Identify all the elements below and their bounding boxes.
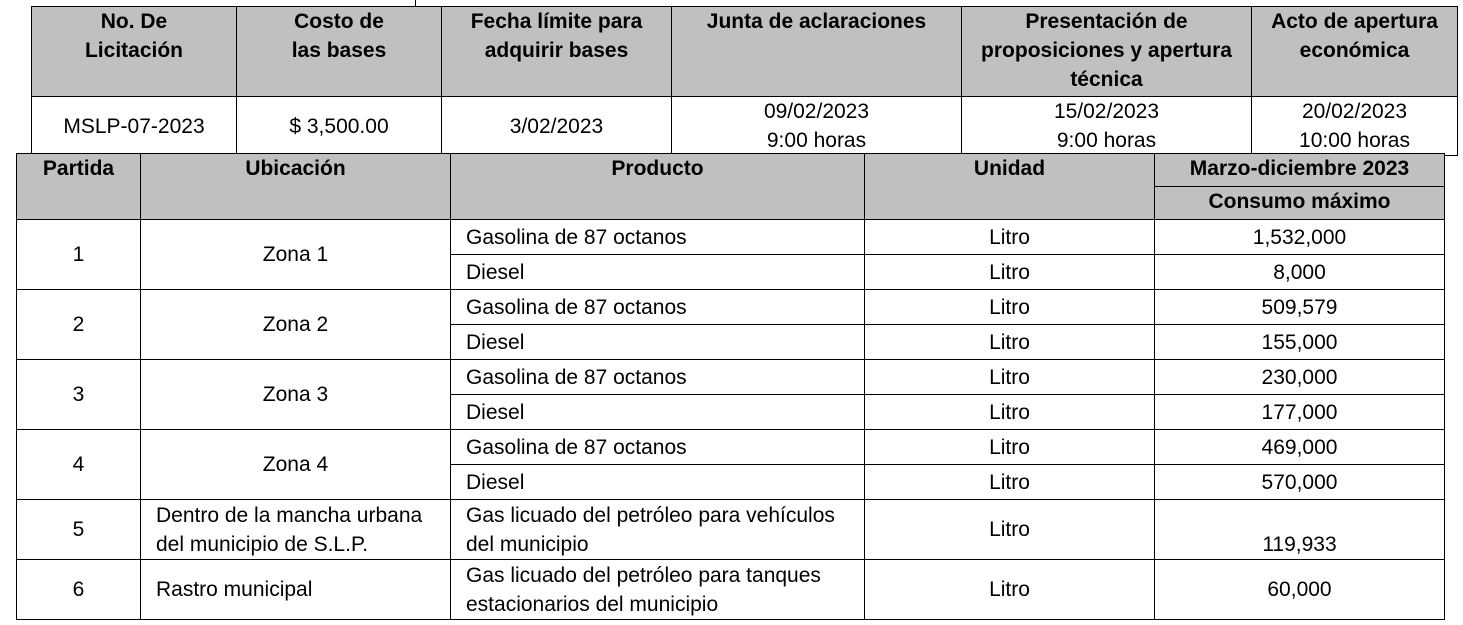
partida-ubicacion: Dentro de la mancha urbana del municipio de S.L.P. <box>141 500 451 560</box>
partida-number: 4 <box>17 430 141 500</box>
consumo-cell: 119,933 <box>1155 500 1445 560</box>
table-row <box>17 560 1445 620</box>
producto-cell: Gas licuado del petróleo para vehículos del municipio <box>451 500 865 560</box>
unidad-cell: Litro <box>865 395 1155 430</box>
table-row <box>17 290 1445 325</box>
unidad-cell: Litro <box>865 500 1155 560</box>
fecha-limite-value: 3/02/2023 <box>442 97 672 156</box>
unidad-cell: Litro <box>865 325 1155 360</box>
partida-ubicacion: Rastro municipal <box>141 560 451 620</box>
table-row <box>17 500 1445 560</box>
apertura-fecha: 20/02/2023 <box>1301 100 1408 123</box>
col-header-costo: Costo de las bases <box>237 7 442 97</box>
partida-number: 5 <box>17 500 141 560</box>
bid-schedule-header-row <box>32 7 1458 97</box>
producto-cell: Gasolina de 87 octanos <box>451 290 865 325</box>
col-header-licitacion: No. De Licitación <box>32 7 237 97</box>
partida-ubicacion: Zona 1 <box>141 220 451 290</box>
producto-cell: Diesel <box>451 325 865 360</box>
partida-ubicacion: Zona 3 <box>141 360 451 430</box>
bid-schedule-row <box>32 97 1458 156</box>
producto-cell: Diesel <box>451 255 865 290</box>
bid-schedule-table <box>31 6 1458 156</box>
col-header-producto: Producto <box>451 154 865 220</box>
consumo-cell: 155,000 <box>1155 325 1445 360</box>
producto-cell: Gasolina de 87 octanos <box>451 430 865 465</box>
producto-cell: Gas licuado del petróleo para tanques estacionarios del municipio <box>451 560 865 620</box>
unidad-cell: Litro <box>865 560 1155 620</box>
partida-number: 3 <box>17 360 141 430</box>
consumo-cell: 230,000 <box>1155 360 1445 395</box>
items-header-row <box>17 154 1445 187</box>
col-header-ubicacion: Ubicación <box>141 154 451 220</box>
apertura-value <box>1252 97 1458 156</box>
presentacion-fecha: 15/02/2023 <box>1053 100 1160 123</box>
partida-number: 6 <box>17 560 141 620</box>
unidad-cell: Litro <box>865 360 1155 395</box>
col-header-unidad: Unidad <box>865 154 1155 220</box>
producto-cell: Gasolina de 87 octanos <box>451 220 865 255</box>
items-body <box>17 220 1445 620</box>
partida-ubicacion: Zona 4 <box>141 430 451 500</box>
junta-hora: 9:00 horas <box>766 129 867 152</box>
unidad-cell: Litro <box>865 465 1155 500</box>
producto-cell: Diesel <box>451 395 865 430</box>
consumo-cell: 60,000 <box>1155 560 1445 620</box>
unidad-cell: Litro <box>865 220 1155 255</box>
unidad-cell: Litro <box>865 430 1155 465</box>
col-header-consumo: Consumo máximo <box>1155 187 1445 220</box>
unidad-cell: Litro <box>865 255 1155 290</box>
consumo-cell: 177,000 <box>1155 395 1445 430</box>
consumo-cell: 8,000 <box>1155 255 1445 290</box>
partida-ubicacion: Zona 2 <box>141 290 451 360</box>
licitacion-value: MSLP-07-2023 <box>32 97 237 156</box>
partida-number: 1 <box>17 220 141 290</box>
junta-value <box>672 97 962 156</box>
col-header-junta: Junta de aclaraciones <box>672 7 962 97</box>
presentacion-value <box>962 97 1252 156</box>
costo-value: $ 3,500.00 <box>237 97 442 156</box>
table-row <box>17 220 1445 255</box>
producto-cell: Diesel <box>451 465 865 500</box>
consumo-cell: 469,000 <box>1155 430 1445 465</box>
table-row <box>17 430 1445 465</box>
consumo-cell: 570,000 <box>1155 465 1445 500</box>
consumo-cell: 1,532,000 <box>1155 220 1445 255</box>
presentacion-hora: 9:00 horas <box>1056 129 1157 152</box>
apertura-hora: 10:00 horas <box>1299 129 1410 152</box>
producto-cell: Gasolina de 87 octanos <box>451 360 865 395</box>
col-header-presentacion: Presentación de proposiciones y apertura técnica <box>962 7 1252 97</box>
consumo-cell: 509,579 <box>1155 290 1445 325</box>
junta-fecha: 09/02/2023 <box>763 100 870 123</box>
col-header-fecha-limite: Fecha límite para adquirir bases <box>442 7 672 97</box>
col-header-partida: Partida <box>17 154 141 220</box>
unidad-cell: Litro <box>865 290 1155 325</box>
col-header-apertura: Acto de apertura económica <box>1252 7 1458 97</box>
items-table <box>16 153 1445 620</box>
col-header-periodo: Marzo-diciembre 2023 <box>1155 154 1445 187</box>
partida-number: 2 <box>17 290 141 360</box>
table-row <box>17 360 1445 395</box>
